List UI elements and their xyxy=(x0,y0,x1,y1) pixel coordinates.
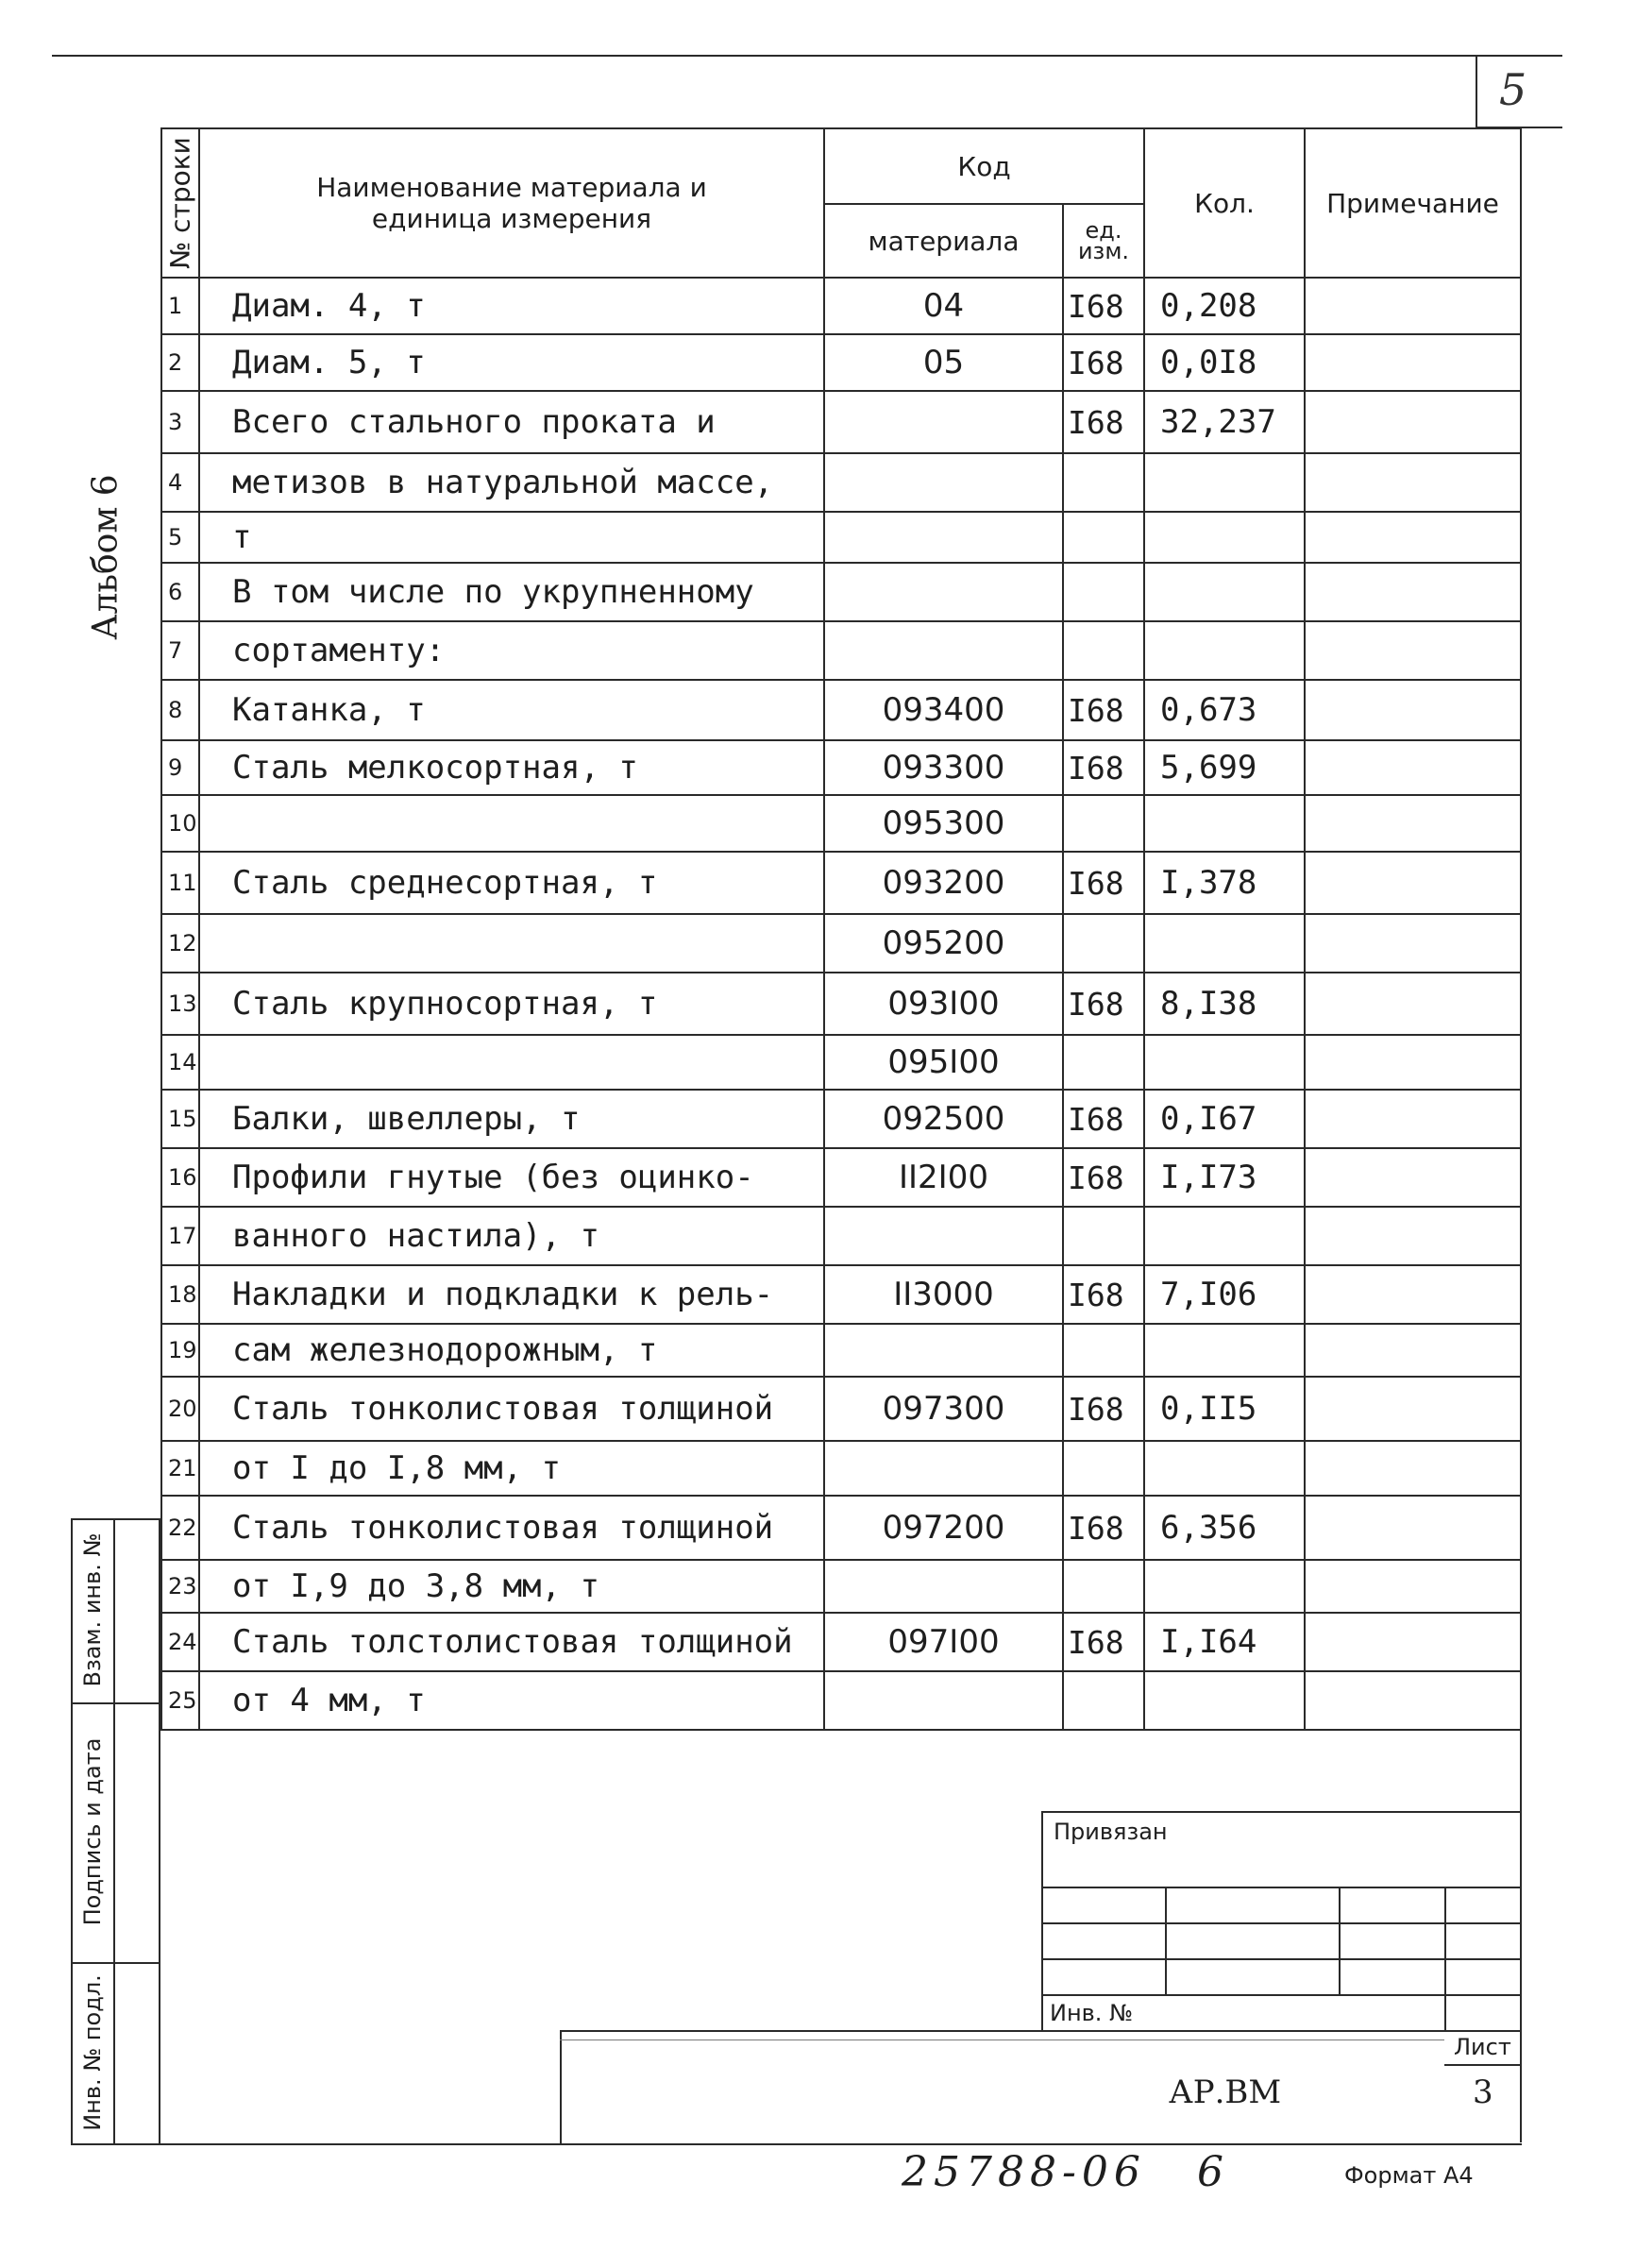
material-code xyxy=(824,391,1063,453)
table-row xyxy=(161,512,1521,563)
unit-code: I68 xyxy=(1063,334,1144,391)
privyazan-top xyxy=(1041,1811,1522,1813)
quantity: I,I64 xyxy=(1144,1613,1305,1671)
material-code: 097I00 xyxy=(824,1613,1063,1671)
row-number: 23 xyxy=(161,1560,199,1613)
row-number: 13 xyxy=(161,973,199,1035)
row-number: 11 xyxy=(161,852,199,914)
note-cell xyxy=(1305,391,1521,453)
privyazan-row-4 xyxy=(1041,1994,1522,1996)
unit-code xyxy=(1063,914,1144,973)
material-code xyxy=(824,1324,1063,1377)
corner-box-left xyxy=(1476,55,1477,128)
unit-code xyxy=(1063,512,1144,563)
quantity: 8,I38 xyxy=(1144,973,1305,1035)
doc-code: АР.ВМ xyxy=(1169,2073,1282,2111)
quantity: 0,0I8 xyxy=(1144,334,1305,391)
material-name: Диам. 4, т xyxy=(199,278,824,334)
unit-code xyxy=(1063,1207,1144,1265)
row-number: 19 xyxy=(161,1324,199,1377)
material-code: 095200 xyxy=(824,914,1063,973)
material-code: 097300 xyxy=(824,1377,1063,1441)
row-number: 25 xyxy=(161,1671,199,1730)
row-number: 6 xyxy=(161,563,199,621)
privyazan-left xyxy=(1041,1811,1043,2030)
material-code xyxy=(824,563,1063,621)
note-header: Примечание xyxy=(1305,128,1521,278)
privyazan-col-2 xyxy=(1339,1887,1341,1996)
unit-code: I68 xyxy=(1063,1148,1144,1207)
material-code xyxy=(824,453,1063,512)
quantity: 6,356 xyxy=(1144,1496,1305,1560)
note-cell xyxy=(1305,680,1521,740)
stamp-right xyxy=(159,1518,160,2145)
table-row xyxy=(161,680,1521,740)
qty-header: Кол. xyxy=(1144,128,1305,278)
material-name xyxy=(199,795,824,852)
quantity: 5,699 xyxy=(1144,740,1305,795)
material-code: 093400 xyxy=(824,680,1063,740)
material-code xyxy=(824,621,1063,680)
note-cell xyxy=(1305,1265,1521,1324)
unit-code: I68 xyxy=(1063,740,1144,795)
table-row xyxy=(161,973,1521,1035)
quantity: I,378 xyxy=(1144,852,1305,914)
material-name xyxy=(199,914,824,973)
note-cell xyxy=(1305,1090,1521,1148)
material-code: 095300 xyxy=(824,795,1063,852)
table-row xyxy=(161,621,1521,680)
table-row xyxy=(161,740,1521,795)
note-cell xyxy=(1305,1496,1521,1560)
material-code xyxy=(824,1441,1063,1496)
privyazan-row-1 xyxy=(1041,1887,1522,1888)
note-cell xyxy=(1305,1148,1521,1207)
material-name: Сталь мелкосортная, т xyxy=(199,740,824,795)
table-row xyxy=(161,1613,1521,1671)
table-row xyxy=(161,334,1521,391)
unit-code xyxy=(1063,1324,1144,1377)
privyazan-label: Привязан xyxy=(1054,1819,1168,1845)
quantity xyxy=(1144,512,1305,563)
material-name: Сталь среднесортная, т xyxy=(199,852,824,914)
titlebox-top xyxy=(560,2030,1522,2032)
table-row xyxy=(161,563,1521,621)
note-cell xyxy=(1305,1671,1521,1730)
quantity: 7,I06 xyxy=(1144,1265,1305,1324)
row-number: 2 xyxy=(161,334,199,391)
row-number: 17 xyxy=(161,1207,199,1265)
note-cell xyxy=(1305,621,1521,680)
stamp-vzam-inv: Взам. инв. № xyxy=(79,1532,106,1687)
table-row xyxy=(161,1324,1521,1377)
material-name: Сталь толстолистовая толщиной xyxy=(199,1613,824,1671)
row-number: 9 xyxy=(161,740,199,795)
material-code xyxy=(824,512,1063,563)
name-header: Наименование материала и единица измерения xyxy=(199,128,824,278)
quantity: 0,673 xyxy=(1144,680,1305,740)
unit-code xyxy=(1063,621,1144,680)
unit-code: I68 xyxy=(1063,1496,1144,1560)
material-code: II2I00 xyxy=(824,1148,1063,1207)
quantity xyxy=(1144,1671,1305,1730)
material-name: Балки, швеллеры, т xyxy=(199,1090,824,1148)
unit-code: I68 xyxy=(1063,1377,1144,1441)
material-code xyxy=(824,1207,1063,1265)
material-name: Катанка, т xyxy=(199,680,824,740)
unit-code xyxy=(1063,563,1144,621)
material-name: Всего стального проката и xyxy=(199,391,824,453)
quantity xyxy=(1144,1207,1305,1265)
note-cell xyxy=(1305,740,1521,795)
note-cell xyxy=(1305,852,1521,914)
quantity: 0,I67 xyxy=(1144,1090,1305,1148)
table-row xyxy=(161,1035,1521,1090)
unit-code: I68 xyxy=(1063,1613,1144,1671)
quantity xyxy=(1144,914,1305,973)
note-cell xyxy=(1305,1560,1521,1613)
material-name: В том числе по укрупненному xyxy=(199,563,824,621)
quantity: I,I73 xyxy=(1144,1148,1305,1207)
stamp-div-2 xyxy=(71,1962,160,1964)
row-number: 7 xyxy=(161,621,199,680)
stamp-div-1 xyxy=(71,1702,160,1704)
material-code: 093200 xyxy=(824,852,1063,914)
quantity xyxy=(1144,1324,1305,1377)
note-cell xyxy=(1305,1324,1521,1377)
row-number: 4 xyxy=(161,453,199,512)
quantity: 32,237 xyxy=(1144,391,1305,453)
note-cell xyxy=(1305,453,1521,512)
material-name: сортаменту: xyxy=(199,621,824,680)
row-number: 18 xyxy=(161,1265,199,1324)
row-number: 24 xyxy=(161,1613,199,1671)
table-row xyxy=(161,1560,1521,1613)
unit-code xyxy=(1063,1035,1144,1090)
quantity xyxy=(1144,795,1305,852)
quantity xyxy=(1144,563,1305,621)
table-row xyxy=(161,1377,1521,1441)
privyazan-row-3 xyxy=(1041,1958,1522,1960)
material-name: ванного настила), т xyxy=(199,1207,824,1265)
row-number: 15 xyxy=(161,1090,199,1148)
stamp-signature-date: Подпись и дата xyxy=(79,1737,106,1926)
table-row xyxy=(161,1148,1521,1207)
format-label: Формат А4 xyxy=(1344,2162,1474,2189)
page-number: 6 xyxy=(1197,2148,1223,2196)
table-row xyxy=(161,1671,1521,1730)
row-number: 21 xyxy=(161,1441,199,1496)
stamp-top xyxy=(71,1518,160,1520)
material-code: 097200 xyxy=(824,1496,1063,1560)
material-name: Диам. 5, т xyxy=(199,334,824,391)
row-number: 5 xyxy=(161,512,199,563)
quantity xyxy=(1144,621,1305,680)
quantity: 0,208 xyxy=(1144,278,1305,334)
note-cell xyxy=(1305,1613,1521,1671)
list-label: Лист xyxy=(1454,2034,1511,2060)
note-cell xyxy=(1305,278,1521,334)
material-name: Сталь тонколистовая толщиной xyxy=(199,1496,824,1560)
quantity xyxy=(1144,1035,1305,1090)
row-number: 22 xyxy=(161,1496,199,1560)
album-label: Альбом 6 xyxy=(86,474,126,640)
unit-code xyxy=(1063,453,1144,512)
material-code: 093300 xyxy=(824,740,1063,795)
unit-code: I68 xyxy=(1063,278,1144,334)
material-name: метизов в натуральной массе, xyxy=(199,453,824,512)
quantity xyxy=(1144,1560,1305,1613)
unit-code: I68 xyxy=(1063,1265,1144,1324)
stamp-inv-original: Инв. № подл. xyxy=(79,1974,106,2131)
material-name: от 4 мм, т xyxy=(199,1671,824,1730)
note-cell xyxy=(1305,914,1521,973)
unit-code xyxy=(1063,1560,1144,1613)
note-cell xyxy=(1305,512,1521,563)
list-value: 3 xyxy=(1473,2073,1493,2111)
table-row xyxy=(161,1265,1521,1324)
row-number: 16 xyxy=(161,1148,199,1207)
quantity xyxy=(1144,453,1305,512)
unit-code: I68 xyxy=(1063,391,1144,453)
privyazan-col-1 xyxy=(1165,1887,1167,1996)
table-row xyxy=(161,453,1521,512)
unit-code xyxy=(1063,1671,1144,1730)
materials-table xyxy=(160,127,1522,1731)
table-row xyxy=(161,1207,1521,1265)
row-number: 1 xyxy=(161,278,199,334)
material-name: Накладки и подкладки к рель- xyxy=(199,1265,824,1324)
quantity: 0,II5 xyxy=(1144,1377,1305,1441)
table-row xyxy=(161,1441,1521,1496)
unit-code: I68 xyxy=(1063,1090,1144,1148)
unit-code xyxy=(1063,795,1144,852)
note-cell xyxy=(1305,1377,1521,1441)
material-name: от I до I,8 мм, т xyxy=(199,1441,824,1496)
table-row xyxy=(161,278,1521,334)
note-cell xyxy=(1305,795,1521,852)
note-cell xyxy=(1305,563,1521,621)
row-number: 12 xyxy=(161,914,199,973)
table-row xyxy=(161,795,1521,852)
table-row xyxy=(161,1090,1521,1148)
material-name: т xyxy=(199,512,824,563)
unit-header: ед. изм. xyxy=(1063,204,1144,278)
row-number: 8 xyxy=(161,680,199,740)
quantity xyxy=(1144,1441,1305,1496)
note-cell xyxy=(1305,1207,1521,1265)
privyazan-col-3 xyxy=(1444,1887,1446,2030)
unit-code: I68 xyxy=(1063,852,1144,914)
document-number: 25788-06 xyxy=(902,2148,1146,2196)
material-name xyxy=(199,1035,824,1090)
material-code: 04 xyxy=(824,278,1063,334)
material-code: II3000 xyxy=(824,1265,1063,1324)
code-header: Код xyxy=(824,128,1144,204)
unit-code: I68 xyxy=(1063,680,1144,740)
material-code xyxy=(824,1671,1063,1730)
stamp-bottom xyxy=(71,2143,1522,2145)
unit-code: I68 xyxy=(1063,973,1144,1035)
privyazan-row-2 xyxy=(1041,1922,1522,1924)
unit-code xyxy=(1063,1441,1144,1496)
note-cell xyxy=(1305,1441,1521,1496)
material-code-header: материала xyxy=(824,204,1063,278)
material-code: 092500 xyxy=(824,1090,1063,1148)
sheet-corner-number: 5 xyxy=(1499,64,1527,115)
material-name: Сталь тонколистовая толщиной xyxy=(199,1377,824,1441)
row-number: 14 xyxy=(161,1035,199,1090)
row-number-header: № строки xyxy=(161,128,199,278)
list-divider xyxy=(1444,2064,1522,2066)
row-number: 3 xyxy=(161,391,199,453)
material-code: 05 xyxy=(824,334,1063,391)
material-name: Профили гнутые (без оцинко- xyxy=(199,1148,824,1207)
note-cell xyxy=(1305,1035,1521,1090)
row-number: 20 xyxy=(161,1377,199,1441)
note-cell xyxy=(1305,973,1521,1035)
row-number: 10 xyxy=(161,795,199,852)
material-name: Сталь крупносортная, т xyxy=(199,973,824,1035)
note-cell xyxy=(1305,334,1521,391)
table-row xyxy=(161,914,1521,973)
table-row xyxy=(161,391,1521,453)
inv-number-label: Инв. № xyxy=(1050,2000,1134,2026)
stamp-left-inner xyxy=(113,1518,115,2145)
material-code xyxy=(824,1560,1063,1613)
stamp-left-outer xyxy=(71,1518,73,2145)
material-code: 093I00 xyxy=(824,973,1063,1035)
table-row xyxy=(161,1496,1521,1560)
table-row xyxy=(161,852,1521,914)
top-border xyxy=(52,55,1562,57)
material-code: 095I00 xyxy=(824,1035,1063,1090)
material-name: от I,9 до 3,8 мм, т xyxy=(199,1560,824,1613)
titlebox-left xyxy=(560,2030,562,2145)
material-name: сам железнодорожным, т xyxy=(199,1324,824,1377)
